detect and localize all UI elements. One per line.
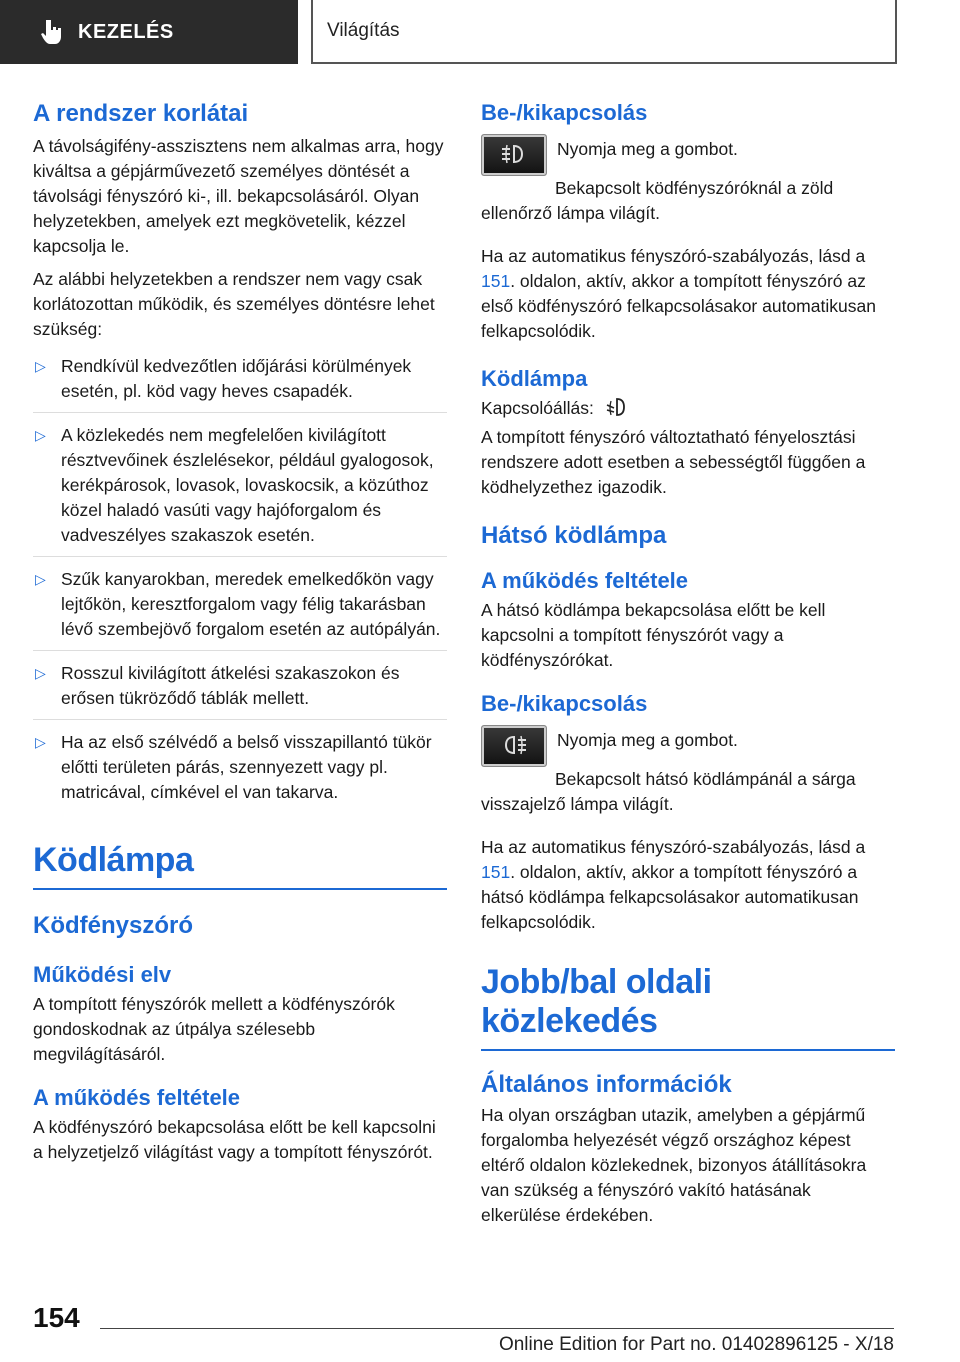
footer-divider	[100, 1328, 894, 1329]
fog-lamp-heading: Ködlámpa	[33, 841, 447, 890]
front-fog-button-image	[481, 134, 547, 176]
limits-paragraph-2: Az alábbi helyzetekben a rendszer nem vagy csak korlátozottan működik, és személyes döntésre lehet szükség:	[33, 269, 435, 339]
condition-paragraph: A ködfényszóró bekapcsolása előtt be kell kapcsolni a helyzetjelző világítást vagy a tompított fényszórót.	[33, 1117, 436, 1162]
chapter-tab	[0, 0, 298, 64]
front-fog-heading: Ködfényszóró	[33, 912, 194, 939]
list-item: ▷ A közlekedés nem megfelelően kivilágított résztvevőinek észlelésekor, például gyalogosok, kerékpárosok, lovasok, lovaskocsik, a közúthoz közel haladó vasúti vagy hajóforgalom és vadveszélyes szakaszok esetén.	[33, 423, 447, 557]
right-column	[481, 100, 895, 1228]
principle-paragraph: A tompított fényszórók mellett a ködfényszórók gondoskodnak az útpálya szélesebb megvilágításáról.	[33, 994, 395, 1064]
triangle-bullet-icon: ▷	[35, 427, 46, 443]
rear-fog-heading: Hátsó ködlámpa	[481, 522, 667, 549]
triangle-bullet-icon: ▷	[35, 665, 46, 681]
section-header	[311, 0, 897, 64]
page-link-151[interactable]: 151	[481, 271, 511, 291]
front-fog-button-row	[481, 134, 895, 176]
page-number: 154	[33, 1302, 80, 1333]
general-info-paragraph: Ha olyan országban utazik, amelyben a gépjármű forgalomba helyezését végző országhoz képest eltérő oldalon közlekednek, bizonyos átállításokra van szükség a fényszóró vakító hatásának elkerülése érdekében.	[481, 1105, 867, 1225]
traffic-side-heading: Jobb/bal oldali közlekedés	[481, 963, 895, 1051]
hand-pointer-icon	[40, 19, 64, 45]
section-title: Világítás	[327, 20, 400, 41]
auto-paragraph-1: Ha az automatikus fényszóró-szabályozás, lásd a 151. oldalon, aktív, akkor a tompított fényszóró az első ködfényszóró felkapcsolásakor automatikusan felkapcsolódik.	[481, 246, 876, 341]
triangle-bullet-icon: ▷	[35, 571, 46, 587]
list-item: ▷ Ha az első szélvédő a belső visszapillantó tükör előtti területen párás, szennyezett vagy pl. matricával, címkével el van takarva.	[35, 732, 432, 802]
triangle-bullet-icon: ▷	[35, 734, 46, 750]
onoff-heading-1: Be-/kikapcsolás	[481, 100, 648, 125]
condition-heading: A működés feltétele	[33, 1085, 241, 1110]
switch-position-line: Kapcsolóállás:	[481, 396, 895, 421]
triangle-bullet-icon: ▷	[35, 358, 46, 374]
front-fog-icon	[500, 143, 528, 165]
chapter-title: KEZELÉS	[78, 20, 174, 43]
press-button-text-1: Nyomja meg a gombot.	[557, 139, 738, 159]
page-link-151[interactable]: 151	[481, 862, 511, 882]
edition-text: Online Edition for Part no. 01402896125 - X/18	[498, 1334, 894, 1355]
auto-paragraph-2: Ha az automatikus fényszóró-szabályozás, lásd a 151. oldalon, aktív, akkor a tompított fényszóró a hátsó ködlámpa felkapcsolásakor automatikusan felkapcsolódik.	[481, 837, 866, 932]
foglamp-heading: Ködlámpa	[481, 366, 588, 391]
fog-mode-icon	[605, 397, 631, 417]
limits-paragraph-1: A távolságifény-asszisztens nem alkalmas arra, hogy kiváltsa a gépjárművezető személyes döntését a távolsági fényszóró ki-, ill. bekapcsolásáról. Olyan helyzetekben, amelyek ezt megkövetelik, kézzel kapcsolja le.	[33, 136, 444, 256]
rear-condition-heading: A működés feltétele	[481, 568, 689, 593]
general-info-heading: Általános információk	[481, 1071, 732, 1098]
onoff-heading-2: Be-/kikapcsolás	[481, 691, 648, 716]
limits-list	[33, 354, 447, 813]
list-item: ▷ Szűk kanyarokban, meredek emelkedőkön vagy lejtőkön, keresztforgalom vagy félig takarásban lévő szembejövő forgalom esetén az autópályán.	[33, 567, 447, 651]
limits-heading: A rendszer korlátai	[33, 100, 249, 127]
rear-fog-indicator-text: Bekapcsolt hátsó ködlámpánál a sárga visszajelző lámpa világít.	[481, 769, 856, 814]
rear-fog-button-image	[481, 725, 547, 767]
rear-fog-button-row	[481, 725, 895, 767]
press-button-text-2: Nyomja meg a gombot.	[557, 730, 738, 750]
foglamp-paragraph: A tompított fényszóró változtatható fényelosztási rendszere adott esetben a sebességtől függően a ködhelyzethez igazodik.	[481, 427, 866, 497]
principle-heading: Működési elv	[33, 962, 172, 987]
rear-condition-paragraph: A hátsó ködlámpa bekapcsolása előtt be kell kapcsolni a tompított fényszórót vagy a ködfényszórókat.	[481, 600, 826, 670]
front-fog-indicator-text: Bekapcsolt ködfényszóróknál a zöld ellenőrző lámpa világít.	[481, 178, 834, 223]
rear-fog-icon	[500, 734, 528, 756]
left-column	[33, 100, 447, 1165]
list-item: ▷ Rosszul kivilágított átkelési szakaszokon és erősen tükröződő táblák mellett.	[33, 661, 447, 720]
list-item: ▷ Rendkívül kedvezőtlen időjárási körülmények esetén, pl. köd vagy heves csapadék.	[33, 354, 447, 413]
